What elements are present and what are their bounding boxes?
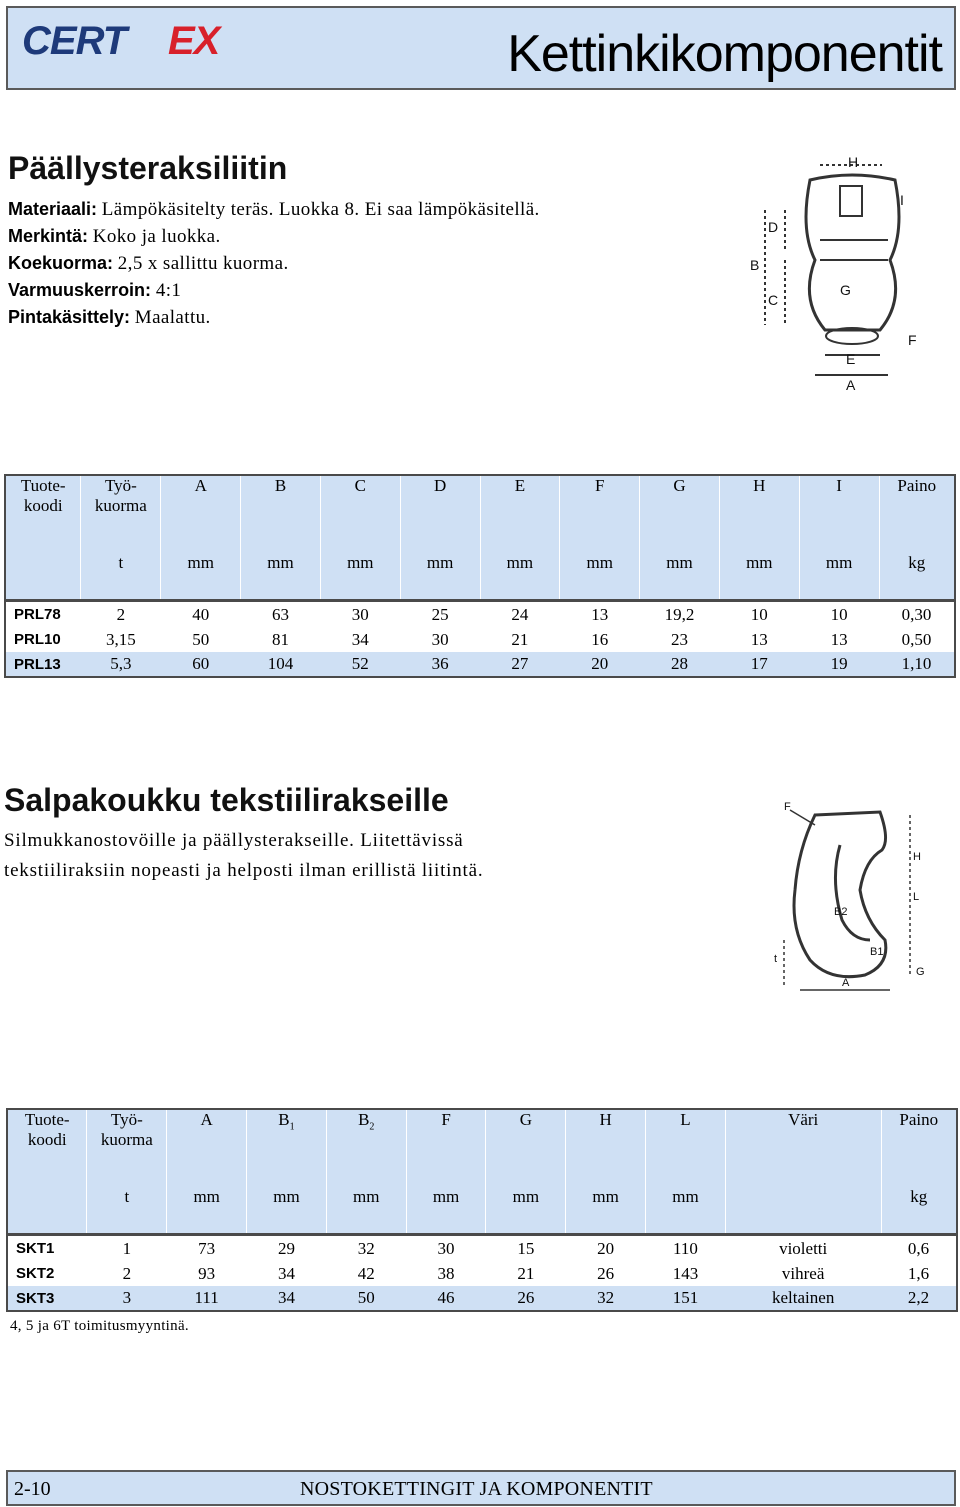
section-title-connector: Päällysteraksiliitin bbox=[8, 150, 288, 186]
column-header: B bbox=[241, 475, 321, 553]
column-header: F bbox=[406, 1109, 486, 1187]
table-row: SKT3 3 111 34 50 46 26 32 151 keltainen 2,2 bbox=[7, 1286, 957, 1311]
diagram-label: I bbox=[900, 192, 904, 208]
table-row: SKT1 1 73 29 32 30 15 20 110 violetti 0,6 bbox=[16, 1238, 930, 1258]
column-header: A bbox=[167, 1109, 247, 1187]
hook-table bbox=[6, 1108, 958, 1312]
footer-bar bbox=[6, 1470, 956, 1506]
column-header: $B_2$ bbox=[326, 1109, 406, 1187]
section-description: Silmukkanostovöille ja päällysterakseille. Liitettävissä tekstiiliraksiin nopeasti ja helposti ilman erillistä liitintä. bbox=[4, 830, 484, 881]
column-header: G bbox=[640, 475, 720, 553]
spec-item: Varmuuskerroin: 4:1 bbox=[8, 280, 182, 301]
header-banner bbox=[6, 6, 956, 90]
diagram-label: B2 bbox=[834, 906, 848, 918]
certex-logo bbox=[20, 20, 260, 60]
diagram-label: F bbox=[908, 332, 917, 348]
diagram-label: C bbox=[768, 292, 779, 308]
section-title-hook: Salpakoukku tekstiilirakseille bbox=[4, 782, 449, 818]
column-header: Työ- kuorma bbox=[81, 475, 161, 553]
column-header: H bbox=[719, 475, 799, 553]
diagram-label: H bbox=[848, 154, 859, 170]
diagram-label: G bbox=[840, 282, 851, 298]
column-header: L bbox=[646, 1109, 726, 1187]
table-unit-row: t mm mm mm mm mm mm mm kg bbox=[7, 1187, 957, 1233]
connector-diagram bbox=[740, 150, 940, 400]
column-header: Tuote- koodi bbox=[7, 1109, 87, 1187]
column-header: Paino bbox=[879, 475, 955, 553]
svg-text:EX: EX bbox=[168, 20, 220, 60]
table-row: PRL13 5,3 60 104 52 36 27 20 28 17 19 1,10 bbox=[5, 652, 955, 677]
spec-item: Merkintä: Koko ja luokka. bbox=[8, 226, 221, 247]
spec-item: Materiaali: Lämpökäsitelty teräs. Luokka 8. Ei saa lämpökäsitellä. bbox=[8, 199, 540, 220]
page-title: Kettinkikomponentit bbox=[507, 25, 942, 83]
diagram-label: D bbox=[768, 219, 779, 235]
column-header: C bbox=[320, 475, 400, 553]
spec-list bbox=[8, 196, 540, 331]
svg-text:CERT: CERT bbox=[22, 20, 127, 60]
column-header: H bbox=[566, 1109, 646, 1187]
table-header-row bbox=[7, 1109, 957, 1187]
table-header-row bbox=[5, 475, 955, 553]
column-header: Väri bbox=[725, 1109, 881, 1187]
table-row: PRL10 3,15 50 81 34 30 21 16 23 13 13 0,50 bbox=[14, 629, 932, 649]
diagram-label: B1 bbox=[870, 946, 884, 958]
column-header: Työ- kuorma bbox=[87, 1109, 167, 1187]
column-header: Paino bbox=[881, 1109, 957, 1187]
spec-item: Koekuorma: 2,5 x sallittu kuorma. bbox=[8, 253, 289, 274]
table-row: PRL78 2 40 63 30 25 24 13 19,2 10 10 0,30 bbox=[14, 604, 932, 624]
diagram-label: B bbox=[750, 257, 760, 273]
diagram-label: F bbox=[784, 801, 791, 813]
diagram-label: L bbox=[913, 891, 920, 903]
column-header: G bbox=[486, 1109, 566, 1187]
column-header: I bbox=[799, 475, 879, 553]
availability-note: 4, 5 ja 6T toimitusmyyntinä. bbox=[10, 1318, 189, 1334]
diagram-label: A bbox=[846, 377, 856, 393]
column-header: A bbox=[161, 475, 241, 553]
hook-diagram bbox=[770, 790, 930, 1000]
diagram-label: H bbox=[913, 851, 921, 863]
connector-table bbox=[4, 474, 956, 678]
diagram-label: E bbox=[846, 351, 856, 367]
column-header: F bbox=[560, 475, 640, 553]
diagram-label: t bbox=[774, 953, 778, 965]
diagram-label: A bbox=[842, 977, 850, 989]
column-header: E bbox=[480, 475, 560, 553]
table-unit-row: t mm mm mm mm mm mm mm mm mm kg bbox=[5, 553, 955, 599]
table-row: SKT2 2 93 34 42 38 21 26 143 vihreä 1,6 bbox=[16, 1263, 930, 1283]
column-header: D bbox=[400, 475, 480, 553]
column-header: $B_1$ bbox=[247, 1109, 327, 1187]
footer-title: NOSTOKETTINGIT JA KOMPONENTIT bbox=[300, 1478, 653, 1500]
diagram-label: G bbox=[916, 966, 925, 978]
spec-item: Pintakäsittely: Maalattu. bbox=[8, 307, 211, 328]
column-header: Tuote- koodi bbox=[5, 475, 81, 553]
page-number: 2-10 bbox=[14, 1478, 51, 1500]
